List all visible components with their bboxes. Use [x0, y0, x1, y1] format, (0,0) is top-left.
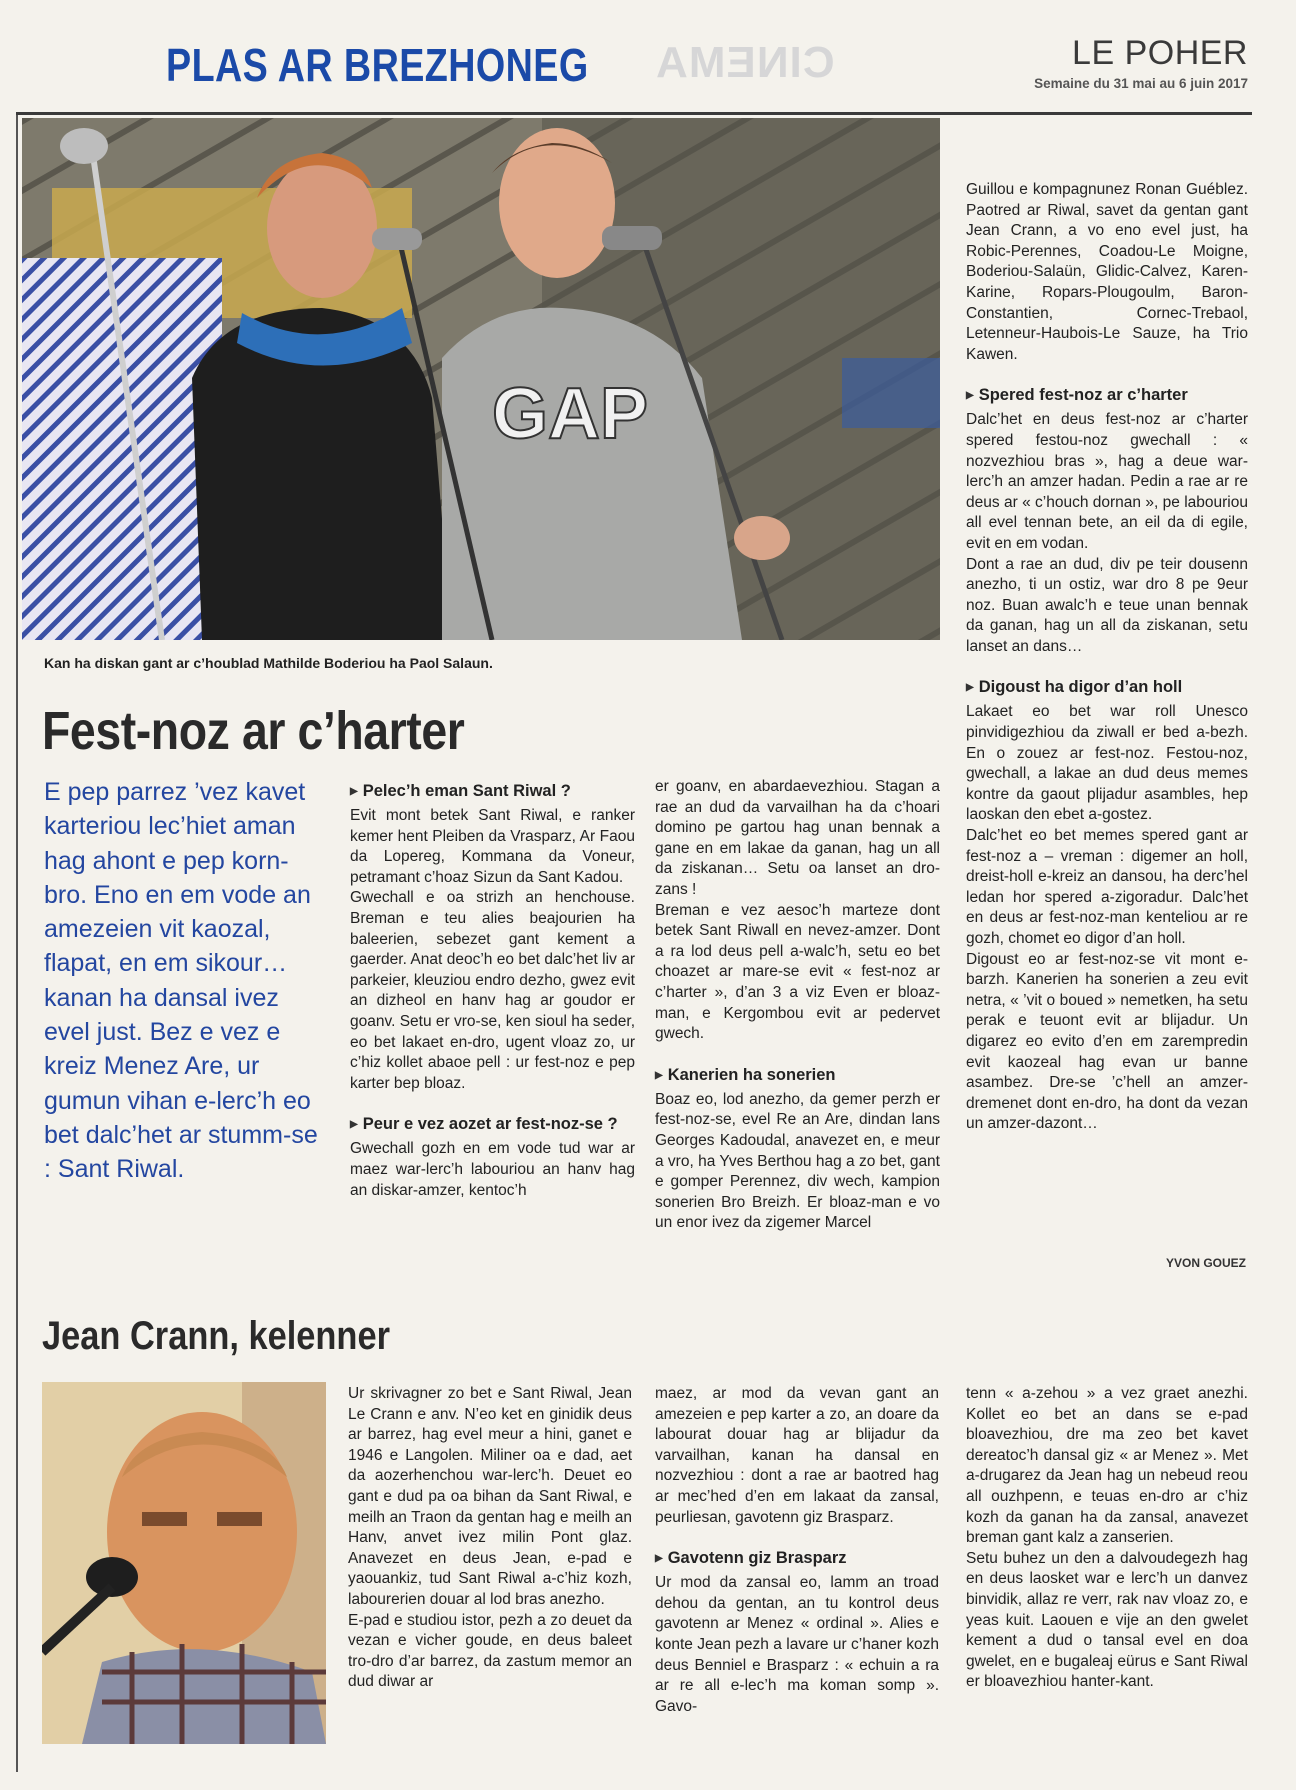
paragraph: Gwechall e oa strizh an henchouse. Breman e teu alies beajourien ha baleerien, sebezet gant kement a gaerder. Anat deoc’h eo bet dalc’het liv ar parkeier, kleuziou endro dezho, gwez evit an dizheol en hanv hag ar goudor er goanv. Setu er vro-se, ken sioul ha seder, eo bet lakaet en-dro, ugent vloaz zo, ur c’hiz kollet abaoe pell : ur fest-noz e pep karter bep bloaz. [350, 889, 635, 1092]
svg-text:GAP: GAP [492, 374, 649, 454]
bleed-through-text: CINEMA [655, 38, 835, 87]
issue-date: Semaine du 31 mai au 6 juin 2017 [1034, 76, 1248, 91]
paragraph: maez, ar mod da vevan gant an amezeien e pep karter a zo, an doare da labourat douar hag ar blijadur da varvailhan, kanan ha dansal en nozvezhiou : dont a rae ar baotred hag ar mec’hed d’en em lakaat da zansal, peurliesan, gavotenn giz Brasparz. [655, 1385, 939, 1526]
paragraph: E-pad e studiou istor, pezh a zo deuet da vezan e vicher goude, en deus baleet tro-dro d’ar barrez, da zastum memor an dud diwar ar [348, 1611, 632, 1691]
page-edge-line [16, 112, 18, 1772]
author-signature: YVON GOUEZ [1165, 1256, 1246, 1270]
section-title: PLAS AR BREZHONEG [166, 39, 589, 91]
article-column-2 [655, 777, 940, 1234]
paragraph: Boaz eo, lod anezho, da gemer perzh er fest-noz-se, evel Re an Are, dindan lans Georges Kadoudal, anavezet en, e meur a vro, ha Yves Berthou hag a zo bet, gant e gomper Perennez, div wech, kampion sonerien Bro Breizh. Er bloaz-man e vo un enor ivez da zigemer Marcel [655, 1090, 940, 1232]
article-column-3 [966, 180, 1248, 1135]
photo-caption: Kan ha diskan gant ar c’houblad Mathilde Boderiou ha Paol Salaun. [44, 655, 493, 671]
subheading: ▶ Spered fest-noz ar c’harter [966, 385, 1248, 408]
subheading: ▶ Peur e vez aozet ar fest-noz-se ? [350, 1114, 635, 1137]
paragraph: Digoust eo ar fest-noz-se vit mont e-barzh. Kanerien ha sonerien a zeu evit netra, « ’vit o boued » nemetken, ha setu perak e teuont evit ar blijadur. Un digarez eo evito d’en em zarempredin evit kaozeal hag evan ur banne asambez. Dre-se ’c’hell an amzer-dremenet dont en-dro, ha dont da vezan un amzer-dazont… [966, 950, 1248, 1133]
portrait-photo [42, 1382, 326, 1744]
paragraph: Dont a rae an dud, div pe teir dousenn anezho, ti un ostiz, war dro 8 pe 9eur noz. Buan awalc’h e teue unan bennak da ganan, hag un all da ziskanan, setu lanset an dans… [966, 555, 1248, 655]
article2-column-3 [966, 1384, 1248, 1693]
paragraph: Breman e vez aesoc’h marteze dont betek Sant Riwall en nevez-amzer. Dont a ra lod deus pell a-walc’h, setu eo bet choazet ar mare-se evit « fest-noz ar c’harter », d’an 3 a viz Even er bloaz-man, e Kergombou evit ar pedervet gwech. [655, 901, 940, 1043]
article-title: Fest-noz ar c’harter [42, 701, 465, 761]
subheading: ▶ Digoust ha digor d’an holl [966, 677, 1248, 700]
article-title-2: Jean Crann, kelenner [42, 1314, 390, 1358]
subheading: ▶ Gavotenn giz Brasparz [655, 1548, 939, 1571]
singers-photo-illustration [22, 118, 940, 640]
paragraph: Ur skrivagner zo bet e Sant Riwal, Jean Le Crann e anv. N’eo ket en ginidik deus ar barrez, hag evel meur a hini, ganet e 1946 e Langolen. Miliner oa e dad, aet da aozerhenchou war-lerc’h. Deuet eo gant e dud pa oa bihan da Sant Riwal, e meilh an Traon da gentan hag e meilh an Hanv, anvet ivez milin Pont glaz. Anavezet en deus Jean, e-pad e yaouankiz, tud Sant Riwal a-c’hiz kozh, labourerien douar al lod bras anezho. [348, 1385, 632, 1608]
header-rule [16, 112, 1252, 115]
singers-photo [22, 118, 940, 640]
paragraph: Guillou e kompagnunez Ronan Guéblez. Paotred ar Riwal, savet da gentan gant Jean Crann, a vo eno evel just, ha Robic-Perennes, Coadou-Le Moigne, Boderiou-Salaün, Glidic-Calvez, Karen-Karine, Ropars-Plougoulm, Baron-Constantien, Cornec-Trebaol, Letenneur-Haubois-Le Sauze, ha Trio Kawen. [966, 181, 1248, 363]
article2-column-1 [348, 1384, 632, 1693]
paragraph: tenn « a-zehou » a vez graet anezhi. Kollet eo bet an dans se e-pad bloavezhiou, dre ma zeo bet kavet dereatoc’h dansal giz « ar Menez ». Met a-drugarez da Jean hag un nebeud reou all ouzhpenn, e teuas en-dro ar c’hiz kozh da ganan ha da zansal, anavezet breman gant kalz a zanserien. [966, 1385, 1248, 1547]
article-lead: E pep parrez ’vez kavet karteriou lec’hiet aman hag ahont e pep korn-bro. Eno en em vode an amezeien vit kaozal, flapat, en em sikour… kanan ha dansal ivez evel just. Bez e vez e kreiz Menez Are, ur gumun vihan e-lerc’h eo bet dalc’het ar stumm-se : Sant Riwal. [44, 778, 318, 1184]
paragraph: Ur mod da zansal eo, lamm an troad dehou da gentan, an tu kontrol deus gavotenn ar Menez « ordinal ». Alies e konte Jean pezh a lavare ur c’haner kozh deus Benniel e Brasparz : « echuin a ra ar re all e-lec’h ma koman somp ». Gavo- [655, 1574, 939, 1715]
paragraph: Dalc’het eo bet memes spered gant ar fest-noz a – vreman : digemer an holl, dreist-holl e-kreiz an dansou, ha derc’hel ledan hor spered a-zigoradur. Dalc’het en deus ar fest-noz-man kenteliou ar re gozh, chomet eo digor d’an holl. [966, 827, 1248, 947]
paragraph: er goanv, en abardaevezhiou. Stagan a rae an dud da varvailhan ha da c’hoari domino pe gartou hag unan bennak a gane en em lakae da ganan, hag un all da ziskanan… Setu oa lanset an dro-zans ! [655, 778, 940, 898]
article2-column-2 [655, 1384, 939, 1717]
newspaper-name: LE POHER [1072, 34, 1248, 72]
paragraph: Lakaet eo bet war roll Unesco pinvidigezhiou da ziwall er bed a-bezh. En o zouez ar fest-noz. Festou-noz, gwechall, a lakae an dud deus memes kontre da gaout plijadur asambles, hep laoskan den ebet a-gostez. [966, 703, 1248, 824]
paragraph: Gwechall gozh en em vode tud war ar maez war-lerc’h labouriou an hanv hag an diskar-amzer, kentoc’h [350, 1140, 635, 1199]
paragraph: Setu buhez un den a dalvoudegezh hag en deus laosket war e lerc’h un danvez binvidik, allaz re verr, rak nav vloaz zo, e yeas kuit. Laouen e vije an den gwelet kement a dud o tansal evel en doa gwelet, en e bugaleaj eürus e Sant Riwal er bloavezhiou hanter-kant. [966, 1549, 1248, 1691]
subheading: ▶ Pelec’h eman Sant Riwal ? [350, 781, 635, 804]
masthead [1034, 36, 1248, 91]
article-column-1 [350, 777, 635, 1201]
subheading: ▶ Kanerien ha sonerien [655, 1065, 940, 1088]
paragraph: Dalc’het en deus fest-noz ar c’harter spered festou-noz gwechall : « nozvezhiou bras », hag a deue war-lerc’h an amzer hadan. Pedin a rae ar re deus ar « c’houch dornan », pe labouriou all evel tennan bete, an eil da di egile, evit en em vodan. [966, 411, 1248, 552]
portrait-photo-illustration [42, 1382, 326, 1744]
paragraph: Evit mont betek Sant Riwal, e ranker kemer hent Pleiben da Vrasparz, Ar Faou da Lopereg, Kommana da Voneur, petramant c’hoaz Sizun da Sant Kadou. [350, 807, 635, 886]
